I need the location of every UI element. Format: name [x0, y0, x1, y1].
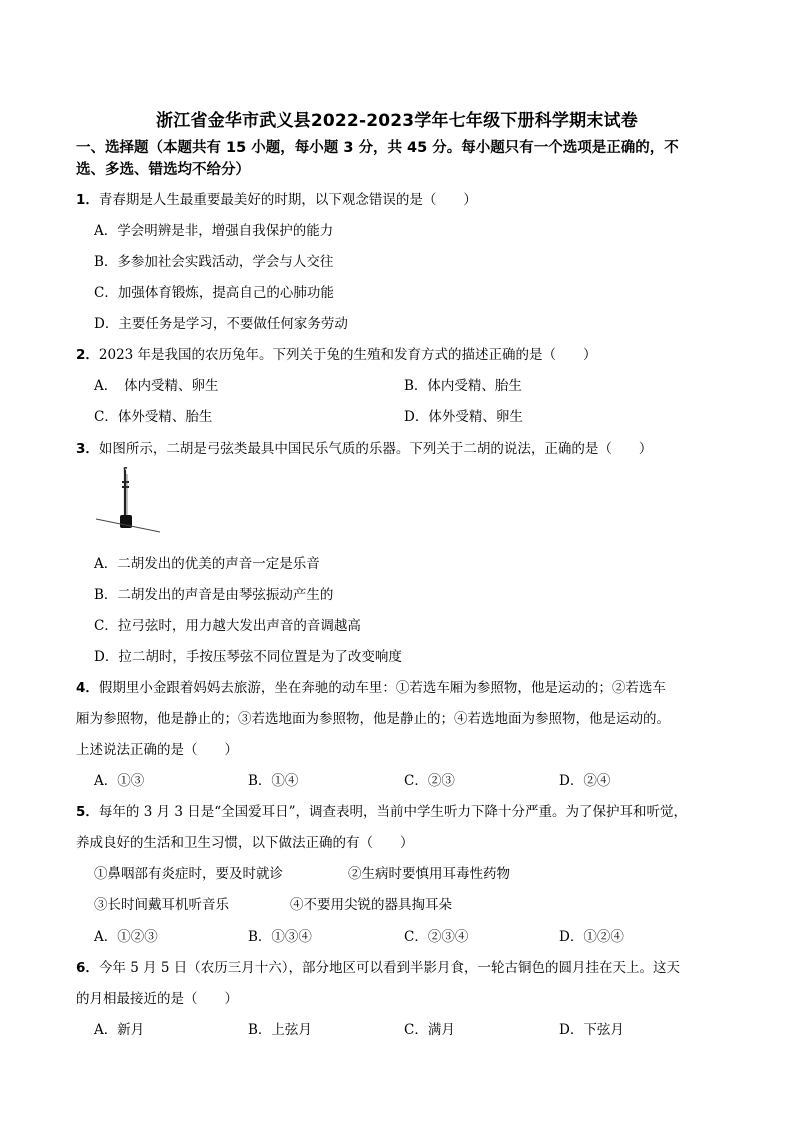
question-3 [76, 437, 652, 457]
q5-option-a: A．①②③ [94, 929, 158, 945]
q3-option-b: B．二胡发出的声音是由琴弦振动产生的 [94, 587, 334, 603]
q4-option-d: D．②④ [559, 773, 611, 789]
question-2 [76, 343, 597, 363]
question-5 [76, 800, 687, 820]
q5-option-b: B．①③④ [248, 929, 312, 945]
question-text: 2023 年是我国的农历兔年。下列关于兔的生殖和发育方式的描述正确的是（ ） [98, 347, 597, 363]
question-number: 1． [76, 192, 99, 208]
page-title: 浙江省金华市武义县2022-2023学年七年级下册科学期末试卷 [156, 111, 638, 131]
q4-option-b: B．①④ [248, 773, 299, 789]
q1-option-b: B．多参加社会实践活动，学会与人交往 [94, 254, 334, 270]
erhu-drawing [92, 466, 164, 538]
q3-option-c: C．拉弓弦时，用力越大发出声音的音调越高 [94, 618, 361, 634]
q1-option-a: A．学会明辨是非，增强自我保护的能力 [94, 223, 334, 239]
erhu-image [92, 466, 164, 542]
q4-option-a: A．①③ [94, 773, 145, 789]
question-number: 6． [76, 960, 99, 976]
q1-option-c: C．加强体育锻炼，提高自己的心肺功能 [94, 285, 334, 301]
q2-option-c: C．体外受精、胎生 [94, 409, 213, 425]
q2-option-a: A． 体内受精、卵生 [94, 378, 219, 394]
q6-option-b: B．上弦月 [248, 1022, 312, 1038]
question-number: 5． [76, 804, 99, 820]
question-5-line2: 养成良好的生活和卫生习惯，以下做法正确的有（ ） [76, 835, 414, 851]
section-heading-line1: 一、选择题（本题共有 15 小题，每小题 3 分，共 45 分。每小题只有一个选项是正确的，不 [76, 140, 679, 156]
q5-statement-3: ③长时间戴耳机听音乐 [94, 897, 229, 913]
question-4 [76, 676, 666, 696]
q1-option-d: D．主要任务是学习，不要做任何家务劳动 [94, 316, 348, 332]
q5-option-c: C．②③④ [404, 929, 469, 945]
question-text-line1: 今年 5 月 5 日（农历三月十六），部分地区可以看到半影月食，一轮古铜色的圆月挂在天上。这天 [98, 960, 680, 976]
section-heading [76, 137, 726, 181]
q3-option-d: D．拉二胡时，手按压琴弦不同位置是为了改变响度 [94, 649, 402, 665]
q6-option-d: D．下弦月 [559, 1022, 624, 1038]
question-text: 如图所示，二胡是弓弦类最具中国民乐气质的乐器。下列关于二胡的说法，正确的是（ ） [98, 441, 653, 457]
q6-option-a: A．新月 [94, 1022, 145, 1038]
question-1 [76, 188, 477, 208]
question-number: 4． [76, 680, 99, 696]
q5-statement-1: ①鼻咽部有炎症时，要及时就诊 [94, 866, 283, 882]
question-number: 2． [76, 347, 99, 363]
question-text: 青春期是人生最重要最美好的时期，以下观念错误的是（ ） [98, 192, 477, 208]
q5-option-d: D．①②④ [559, 929, 624, 945]
question-text-line1: 每年的 3 月 3 日是“全国爱耳日”，调查表明，当前中学生听力下降十分严重。为了保护耳和听觉， [98, 804, 688, 820]
q6-option-c: C．满月 [404, 1022, 455, 1038]
q4-option-c: C．②③ [404, 773, 455, 789]
question-6 [76, 956, 680, 976]
q2-option-b: B．体内受精、胎生 [404, 378, 522, 394]
question-4-line2: 厢为参照物，他是静止的；③若选地面为参照物，他是静止的；④若选地面为参照物，他是运动的。 [76, 711, 670, 727]
question-4-line3: 上述说法正确的是（ ） [76, 742, 238, 758]
question-text-line1: 假期里小金跟着妈妈去旅游，坐在奔驰的动车里：①若选车厢为参照物，他是运动的；②若选车 [98, 680, 666, 696]
q5-statement-4: ④不要用尖锐的器具掏耳朵 [290, 897, 452, 913]
question-number: 3． [76, 441, 99, 457]
q5-statement-2: ②生病时要慎用耳毒性药物 [348, 866, 510, 882]
q3-option-a: A．二胡发出的优美的声音一定是乐音 [94, 556, 320, 572]
q2-option-d: D．体外受精、卵生 [404, 409, 523, 425]
section-heading-line2: 选、多选、错选均不给分） [76, 162, 250, 178]
question-6-line2: 的月相最接近的是（ ） [76, 991, 238, 1007]
